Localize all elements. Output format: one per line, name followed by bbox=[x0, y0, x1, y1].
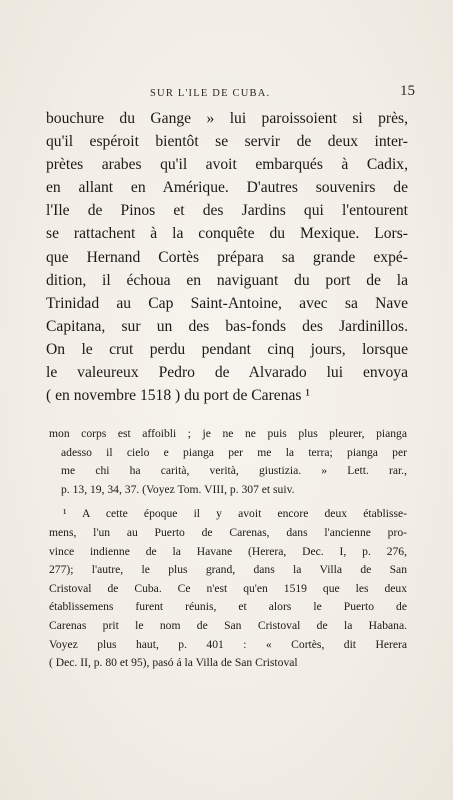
text-line: ( en novembre 1518 ) du port de Carenas ¹ bbox=[46, 387, 311, 405]
text-line: bouchure du Gange » lui paroissoient si près, bbox=[46, 110, 408, 127]
text-line: Trinidad au Cap Saint-Antoine, avec sa Nave bbox=[46, 294, 408, 312]
running-head: SUR L'ILE DE CUBA. bbox=[150, 88, 271, 99]
footnote-line: me chi ha carità, verità, giustizia. » Lett. rar., bbox=[61, 464, 407, 478]
footnotes bbox=[49, 425, 407, 673]
footnote-continuation bbox=[49, 425, 407, 499]
footnote-line: ( Dec. II, p. 80 et 95), pasó á la Villa de San Cristoval bbox=[49, 656, 298, 670]
text-line: le valeureux Pedro de Alvarado lui envoya bbox=[46, 364, 408, 382]
text-line: en allant en Amérique. D'autres souvenirs de bbox=[46, 179, 408, 197]
main-text bbox=[46, 107, 408, 407]
footnote-line: 277); l'autre, le plus grand, dans la Villa de San bbox=[49, 563, 407, 577]
footnote-line: mon corps est affoibli ; je ne ne puis plus pleurer, pianga bbox=[49, 427, 407, 440]
footnote-line: Carenas prit le nom de San Cristoval de la Habana. bbox=[49, 618, 407, 632]
footnote-line: adesso il cielo e pianga per me la terra; pianga per bbox=[61, 445, 407, 459]
text-line: prètes arabes qu'il avoit embarqués à Cadix, bbox=[46, 156, 408, 174]
footnote-line: vince indienne de la Havane (Herera, Dec. I, p. 276, bbox=[49, 544, 407, 558]
footnote-line: établissemens furent réunis, et alors le Puerto de bbox=[49, 600, 407, 614]
text-line: dition, il échoua en naviguant du port de la bbox=[46, 271, 408, 289]
page-number: 15 bbox=[400, 83, 415, 99]
text-line: l'Ile de Pinos et des Jardins qui l'entourent bbox=[46, 202, 408, 220]
text-line: qu'il espéroit bientôt se servir de deux inter- bbox=[46, 133, 408, 151]
text-line: que Hernand Cortès prépara sa grande expé- bbox=[46, 248, 408, 266]
footnote-line: ¹ A cette époque il y avoit encore deux établisse- bbox=[63, 507, 407, 521]
text-line: se rattachent à la conquête du Mexique. Lors- bbox=[46, 225, 408, 243]
footnote-1 bbox=[49, 505, 407, 672]
text-line: Capitana, sur un des bas-fonds des Jardinillos. bbox=[46, 317, 408, 335]
footnote-line: Cristoval de Cuba. Ce n'est qu'en 1519 que les deux bbox=[49, 581, 407, 595]
text-line: On le crut perdu pendant cinq jours, lorsque bbox=[46, 340, 408, 358]
footnote-line: p. 13, 19, 34, 37. (Voyez Tom. VIII, p. 307 et suiv. bbox=[61, 482, 295, 496]
footnote-line: Voyez plus haut, p. 401 : « Cortès, dit Herera bbox=[49, 637, 407, 651]
footnote-line: mens, l'un au Puerto de Carenas, dans l'ancienne pro- bbox=[49, 525, 407, 539]
